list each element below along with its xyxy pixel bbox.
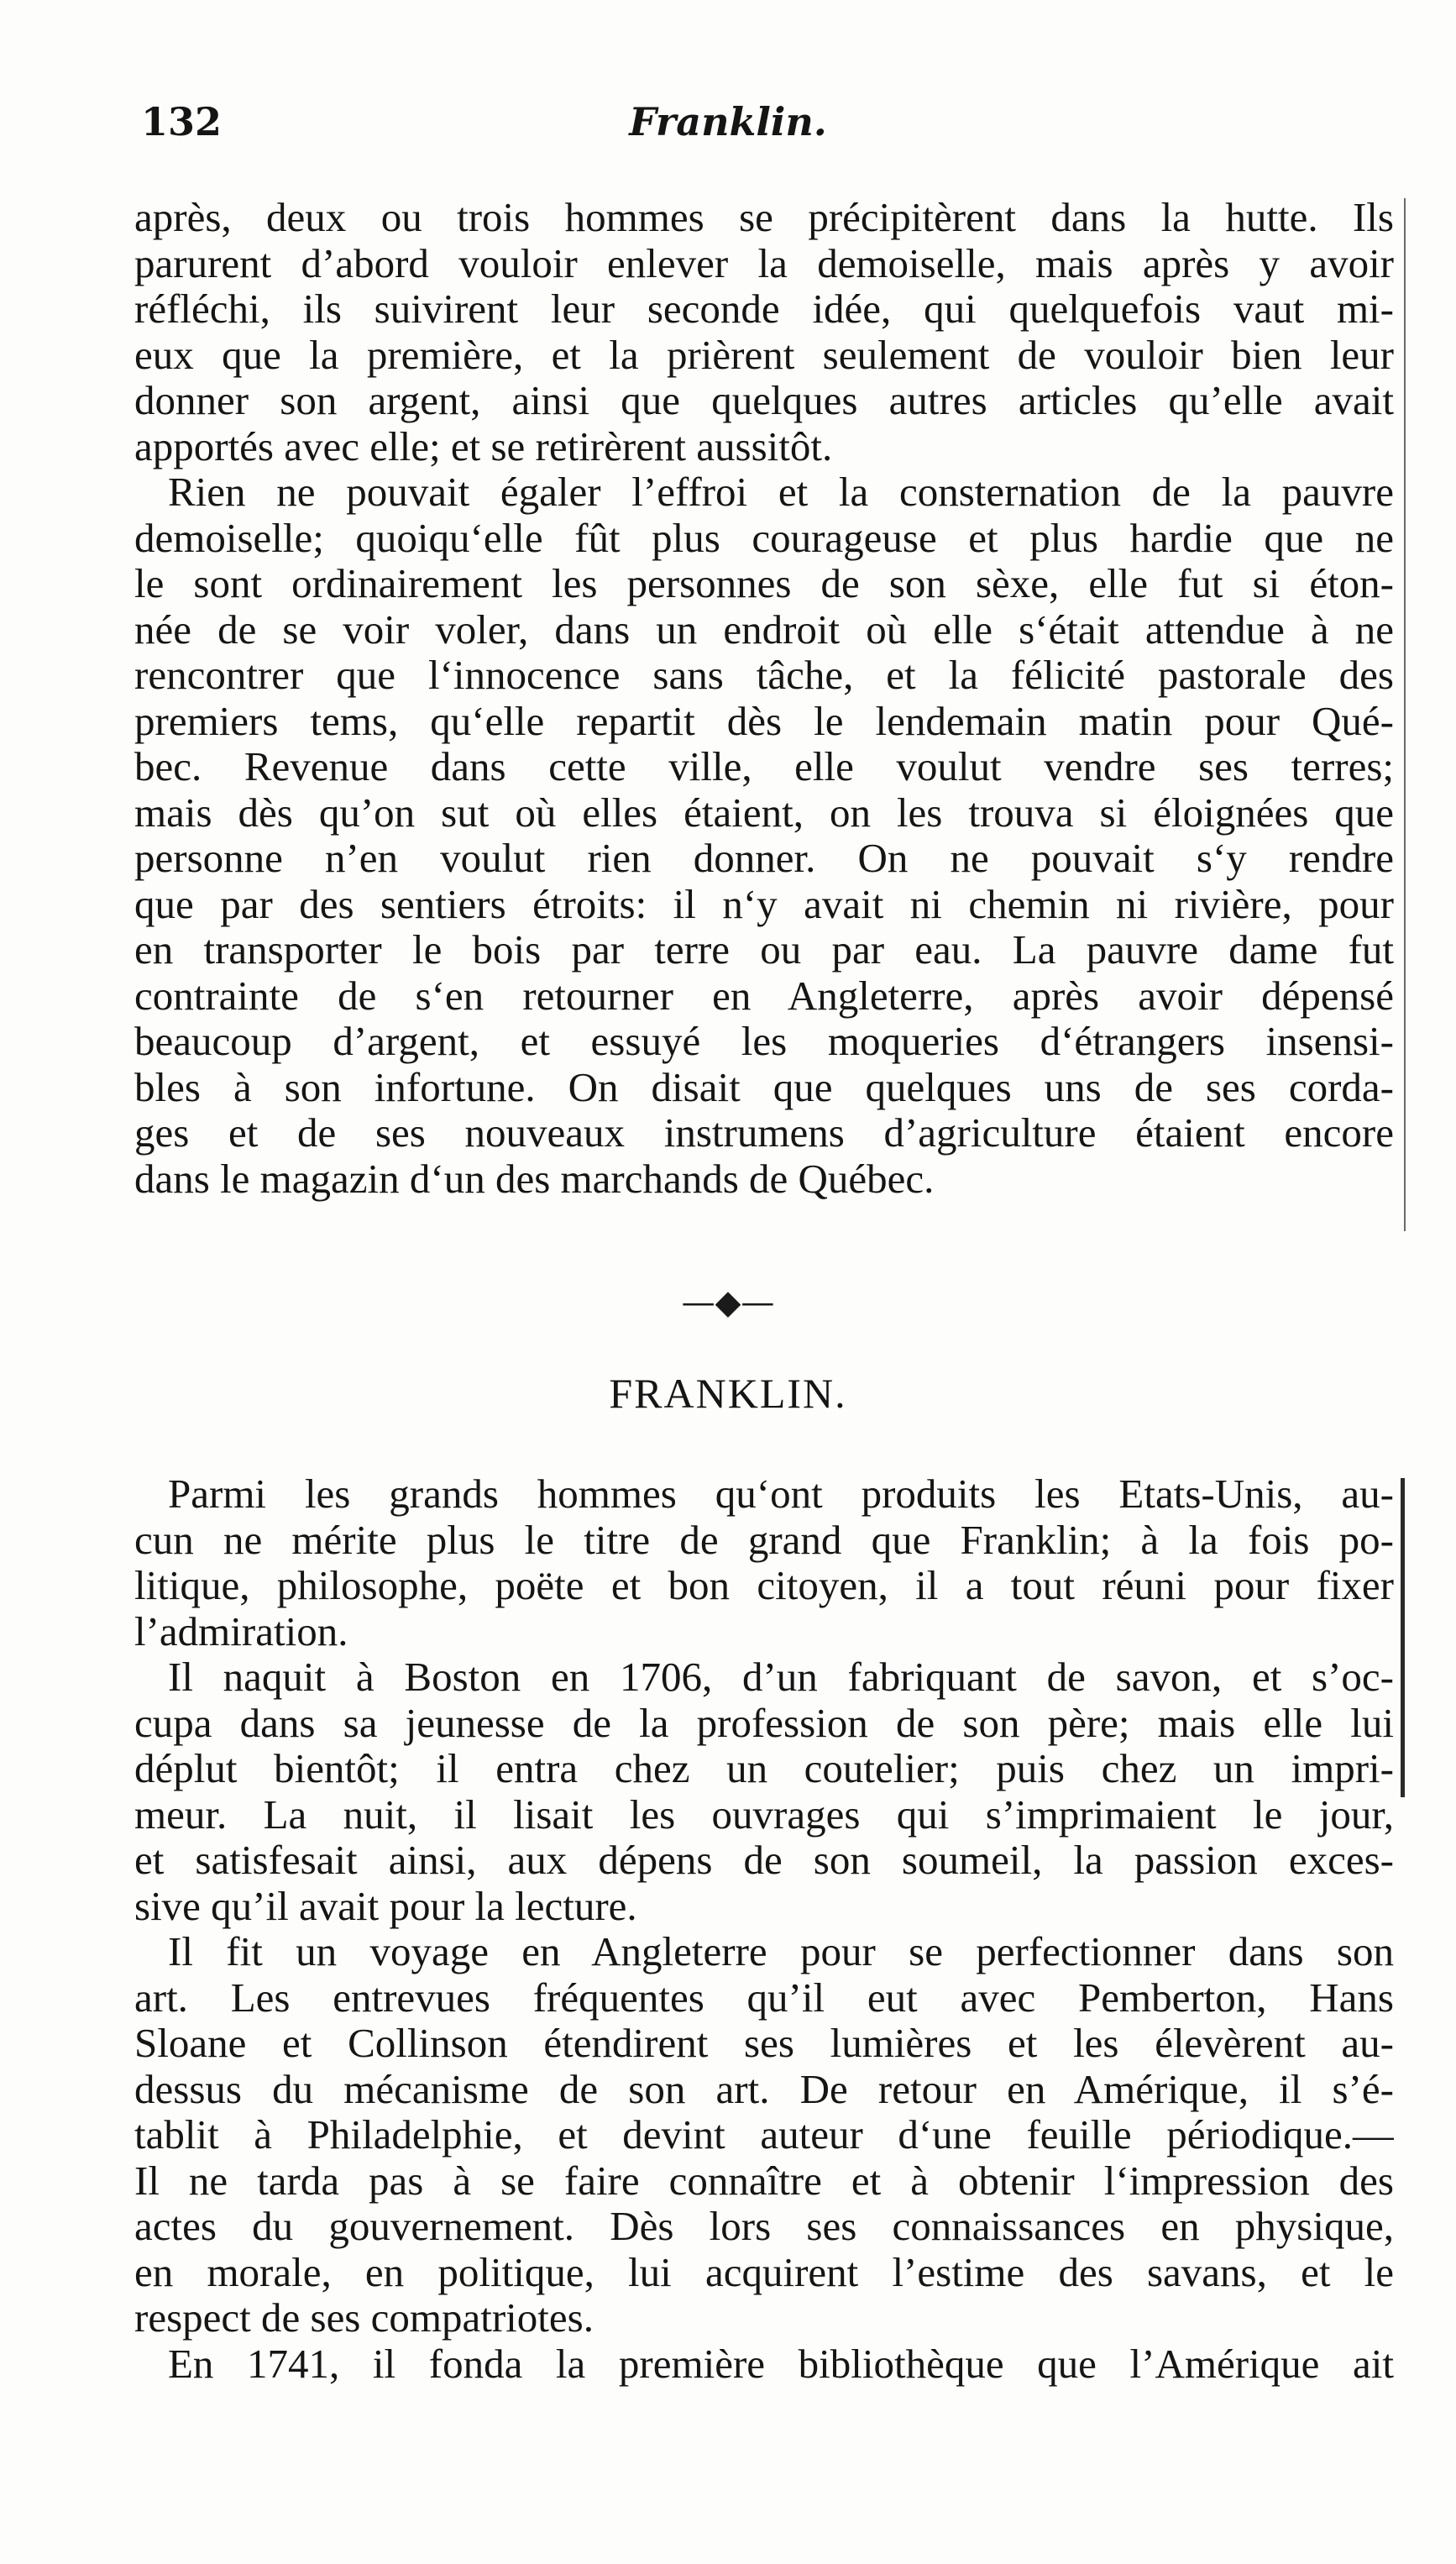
text-line: que par des sentiers étroits: il n‘y avait ni chemin ni rivière, pour (134, 881, 1394, 927)
text-line: premiers tems, qu‘elle repartit dès le lendemain matin pour Qué- (134, 698, 1394, 744)
text-line: art. Les entrevues fréquentes qu’il eut avec Pemberton, Hans (134, 1974, 1394, 2021)
text-line: demoiselle; quoiqu‘elle fût plus courageuse et plus hardie que ne (134, 515, 1394, 561)
text-line: apportés avec elle; et se retirèrent aussitôt. (134, 423, 833, 469)
text-line: Il ne tarda pas à se faire connaître et à obtenir l‘impression des (134, 2158, 1394, 2204)
text-line: respect de ses compatriotes. (134, 2295, 594, 2341)
text-line: dessus du mécanisme de son art. De retour en Amérique, il s’é- (134, 2066, 1394, 2112)
text-line: dans le magazin d‘un des marchands de Québec. (134, 1156, 935, 1202)
text-line: l’admiration. (134, 1608, 348, 1654)
text-line: bles à son infortune. On disait que quelques uns de ses corda- (134, 1064, 1394, 1110)
text-line: le sont ordinairement les personnes de son sèxe, elle fut si éton- (134, 561, 1394, 606)
section-title: FRANKLIN. (609, 1370, 847, 1417)
text-line: cupa dans sa jeunesse de la profession de son père; mais elle lui (134, 1700, 1394, 1746)
text-line: bec. Revenue dans cette ville, elle voulut vendre ses terres; (134, 744, 1394, 789)
running-head: Franklin. (629, 99, 827, 144)
text-line: rencontrer que l‘innocence sans tâche, et la félicité pastorale des (134, 653, 1394, 698)
text-line: donner son argent, ainsi que quelques autres articles qu’elle avait (134, 378, 1394, 423)
paragraph-block-franklin (134, 1471, 1394, 2387)
text-line: tablit à Philadelphie, et devint auteur d‘une feuille périodique.— (134, 2112, 1394, 2158)
paragraph-block-hutte (134, 195, 1394, 1202)
text-line: Il naquit à Boston en 1706, d’un fabriquant de savon, et s’oc- (168, 1654, 1394, 1700)
text-line: Rien ne pouvait égaler l’effroi et la consternation de la pauvre (168, 469, 1394, 515)
section-divider-ornament: —◆— (681, 1283, 775, 1322)
text-line: beaucoup d’argent, et essuyé les moqueries d‘étrangers insensi- (134, 1019, 1394, 1064)
text-line: déplut bientôt; il entra chez un coutelier; puis chez un impri- (134, 1746, 1394, 1791)
binding-edge-lower (1401, 1478, 1405, 1797)
text-line: mais dès qu’on sut où elles étaient, on les trouva si éloignées que (134, 789, 1394, 836)
text-line: litique, philosophe, poëte et bon citoyen, il a tout réuni pour fixer (134, 1563, 1394, 1608)
text-line: actes du gouvernement. Dès lors ses connaissances en physique, (134, 2204, 1394, 2249)
text-line: cun ne mérite plus le titre de grand que Franklin; à la fois po- (134, 1517, 1394, 1563)
text-line: contrainte de s‘en retourner en Angleterre, après avoir dépensé (134, 973, 1394, 1019)
text-line: née de se voir voler, dans un endroit où elle s‘était attendue à ne (134, 606, 1394, 653)
text-line: personne n’en voulut rien donner. On ne pouvait s‘y rendre (134, 836, 1394, 881)
page-number: 132 (141, 99, 223, 144)
text-line: en transporter le bois par terre ou par eau. La pauvre dame fut (134, 927, 1394, 973)
text-line: après, deux ou trois hommes se précipitèrent dans la hutte. Ils (134, 195, 1394, 240)
text-line: Il fit un voyage en Angleterre pour se perfectionner dans son (168, 1929, 1394, 1974)
text-line: En 1741, il fonda la première bibliothèque que l’Amérique ait (168, 2341, 1394, 2387)
text-line: sive qu’il avait pour la lecture. (134, 1883, 637, 1929)
text-line: en morale, en politique, lui acquirent l’estime des savans, et le (134, 2249, 1394, 2295)
text-line: parurent d’abord vouloir enlever la demoiselle, mais après y avoir (134, 240, 1394, 286)
text-line: Parmi les grands hommes qu‘ont produits les Etats-Unis, au- (168, 1471, 1394, 1517)
text-line: réfléchi, ils suivirent leur seconde idée, qui quelquefois vaut mi- (134, 286, 1394, 332)
text-line: ges et de ses nouveaux instrumens d’agriculture étaient encore (134, 1110, 1394, 1156)
text-line: Sloane et Collinson étendirent ses lumières et les élevèrent au- (134, 2021, 1394, 2066)
text-line: meur. La nuit, il lisait les ouvrages qui s’imprimaient le jour, (134, 1791, 1394, 1838)
text-line: et satisfesait ainsi, aux dépens de son soumeil, la passion exces- (134, 1838, 1394, 1883)
text-line: eux que la première, et la prièrent seulement de vouloir bien leur (134, 332, 1394, 378)
binding-edge-upper (1404, 198, 1406, 1231)
